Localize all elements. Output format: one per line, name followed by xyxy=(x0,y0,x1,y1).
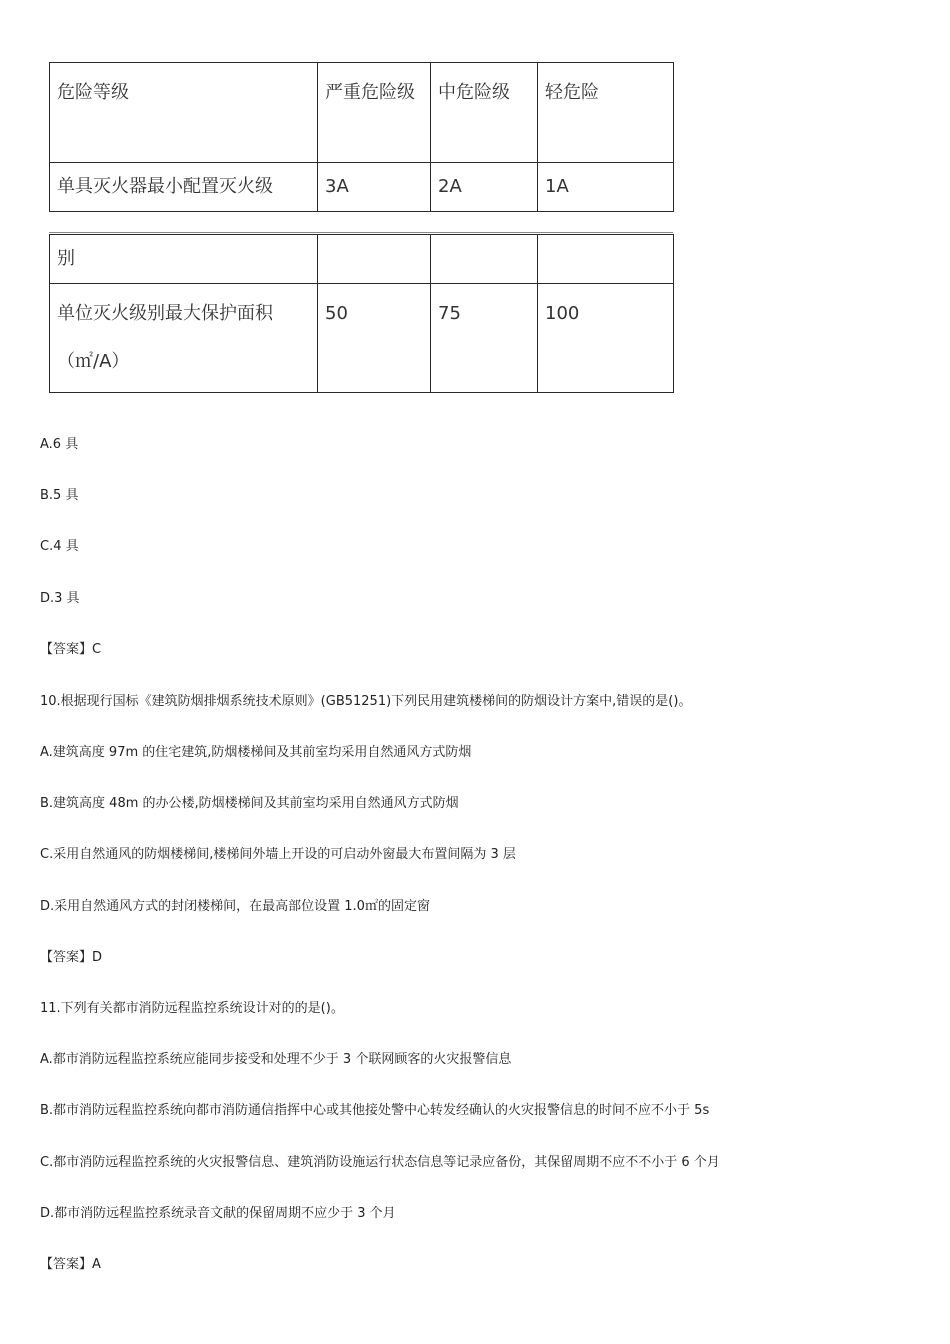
q11-option-a: A.都市消防远程监控系统应能同步接受和处理不少于 3 个联网顾客的火灾报警信息 xyxy=(40,1052,512,1067)
q10-stem: 10.根据现行国标《建筑防烟排烟系统技术原则》(GB51251)下列民用建筑楼梯间的防烟设计方案中,错误的是()。 xyxy=(40,694,692,709)
q9-option-b: B.5 具 xyxy=(40,488,79,503)
table-cell: 别 xyxy=(50,235,318,284)
table-cell xyxy=(538,235,674,284)
q11-stem: 11.下列有关都市消防远程监控系统设计对的的是()。 xyxy=(40,1001,344,1016)
table-cell: 3A xyxy=(318,163,431,212)
table-row xyxy=(50,163,674,212)
q9-option-c: C.4 具 xyxy=(40,539,79,554)
fire-extinguisher-table-top xyxy=(49,62,674,212)
q11-option-c: C.都市消防远程监控系统的火灾报警信息、建筑消防设施运行状态信息等记录应备份，其保留周期不应不不小于 6 个月 xyxy=(40,1155,720,1170)
table-cell: 单位灭火级别最大保护面积（㎡/A） xyxy=(50,284,318,393)
table-cell: 轻危险 xyxy=(538,63,674,163)
table-cell: 严重危险级 xyxy=(318,63,431,163)
q11-option-b: B.都市消防远程监控系统向都市消防通信指挥中心或其他接处警中心转发经确认的火灾报警信息的时间不应不小于 5s xyxy=(40,1103,710,1118)
fire-extinguisher-table-bottom xyxy=(49,234,674,393)
q10-answer: 【答案】D xyxy=(40,950,103,965)
q9-option-a: A.6 具 xyxy=(40,437,79,452)
q11-option-d: D.都市消防远程监控系统录音文献的保留周期不应少于 3 个月 xyxy=(40,1206,396,1221)
table-cell: 50 xyxy=(318,284,431,393)
table-cell: 100 xyxy=(538,284,674,393)
table-cell: 中危险级 xyxy=(431,63,538,163)
q11-answer: 【答案】A xyxy=(40,1257,101,1272)
q9-answer: 【答案】C xyxy=(40,642,102,657)
q10-option-c: C.采用自然通风的防烟楼梯间,楼梯间外墙上开设的可启动外窗最大布置间隔为 3 层 xyxy=(40,847,516,862)
q9-option-d: D.3 具 xyxy=(40,591,80,606)
q10-option-a: A.建筑高度 97m 的住宅建筑,防烟楼梯间及其前室均采用自然通风方式防烟 xyxy=(40,745,472,760)
table-cell: 单具灭火器最小配置灭火级 xyxy=(50,163,318,212)
table-cell: 75 xyxy=(431,284,538,393)
table-cell xyxy=(431,235,538,284)
page-break-line xyxy=(49,232,673,233)
table-row xyxy=(50,284,674,393)
table-cell: 危险等级 xyxy=(50,63,318,163)
table-cell: 2A xyxy=(431,163,538,212)
table-cell xyxy=(318,235,431,284)
table-cell: 1A xyxy=(538,163,674,212)
q10-option-d: D.采用自然通风方式的封闭楼梯间，在最高部位设置 1.0㎡的固定窗 xyxy=(40,899,430,914)
q10-option-b: B.建筑高度 48m 的办公楼,防烟楼梯间及其前室均采用自然通风方式防烟 xyxy=(40,796,459,811)
table-row xyxy=(50,63,674,163)
table-row xyxy=(50,235,674,284)
